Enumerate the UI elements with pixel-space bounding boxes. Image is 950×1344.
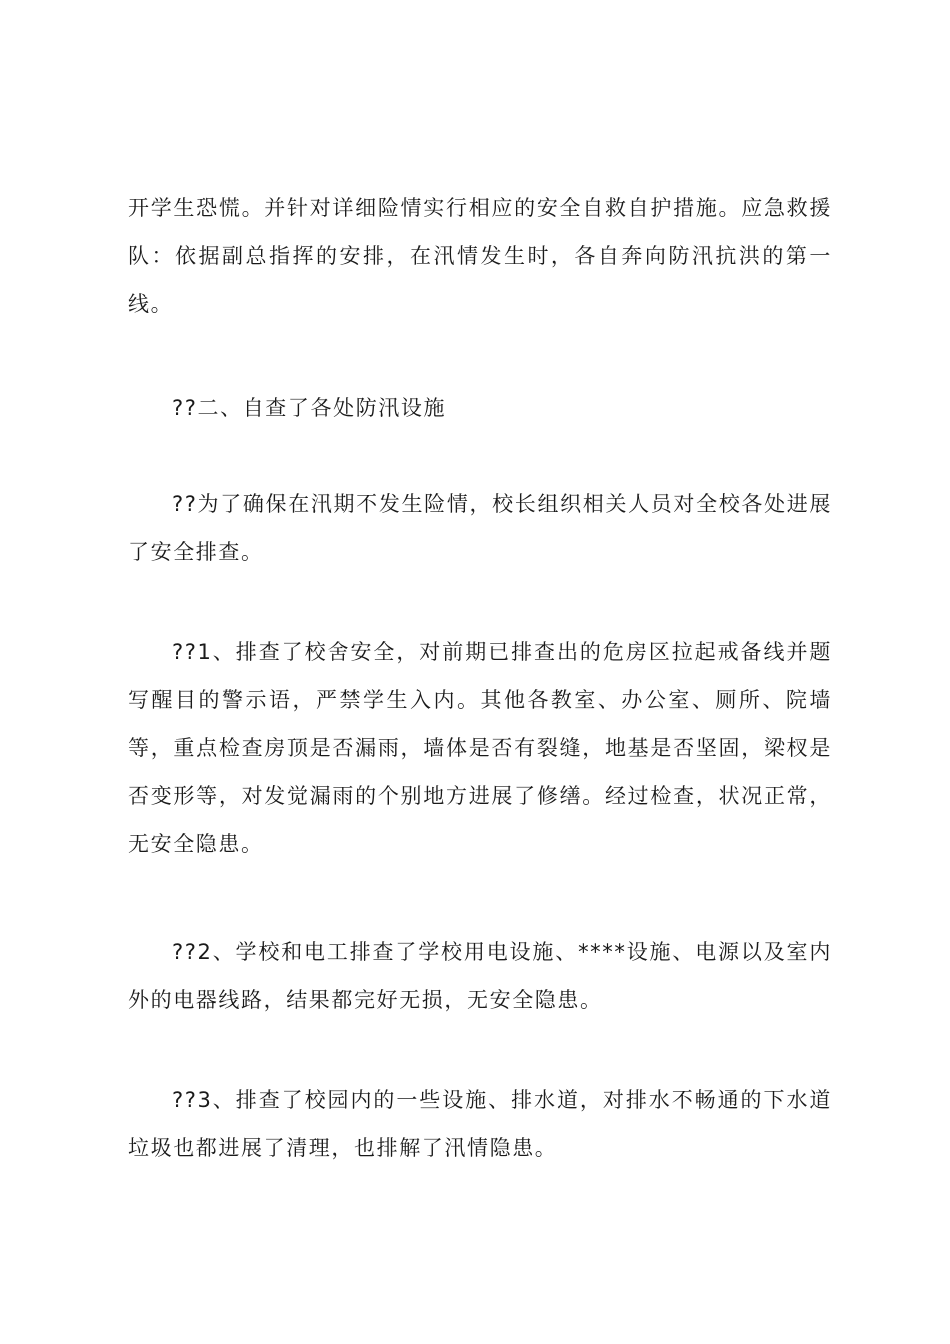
- paragraph-item-1: ??1、排查了校舍安全，对前期已排查出的危房区拉起戒备线并题写醒目的警示语，严禁学生入内。其他各教室、办公室、厕所、院墙等，重点检查房顶是否漏雨，墙体是否有裂缝，地基是否坚固，梁杈是否变形等，对发觉漏雨的个别地方进展了修缮。经过检查，状况正常，无安全隐患。: [128, 640, 832, 856]
- section-heading-inspection: ??二、自查了各处防汛设施: [172, 396, 447, 420]
- paragraph-inspection-intro: ??为了确保在汛期不发生险情，校长组织相关人员对全校各处进展了安全排查。: [128, 492, 832, 564]
- paragraph-emergency-team: 开学生恐慌。并针对详细险情实行相应的安全自救自护措施。应急救援队：依据副总指挥的安排，在汛情发生时，各自奔向防汛抗洪的第一线。: [128, 196, 832, 316]
- paragraph-item-2: ??2、学校和电工排查了学校用电设施、****设施、电源以及室内外的电器线路，结果都完好无损，无安全隐患。: [128, 940, 832, 1012]
- paragraph-item-3: ??3、排查了校园内的一些设施、排水道，对排水不畅通的下水道垃圾也都进展了清理，也排解了汛情隐患。: [128, 1088, 832, 1160]
